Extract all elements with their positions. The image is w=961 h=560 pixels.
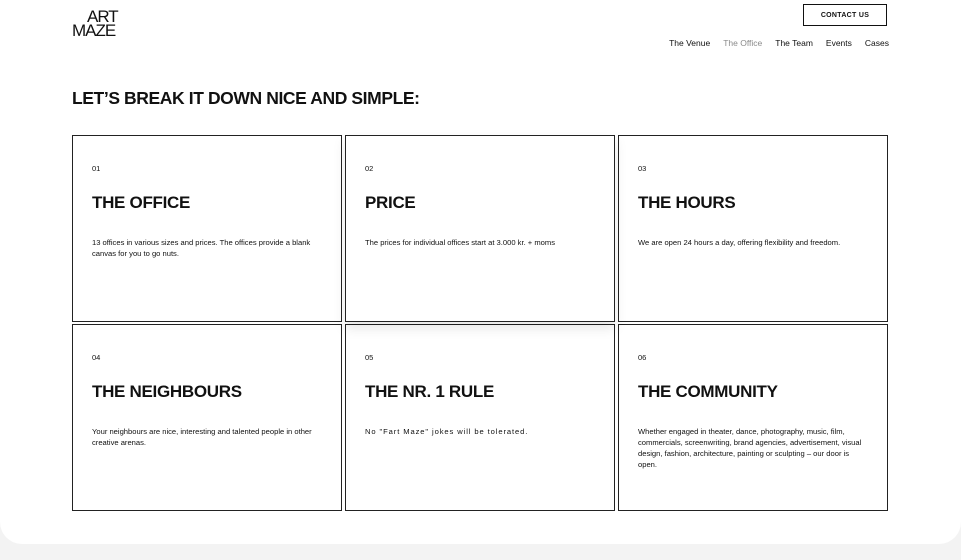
card-number: 01 [92,164,101,173]
card-text: We are open 24 hours a day, offering flexibility and freedom. [638,238,841,247]
card-number: 04 [92,353,101,362]
card-text: Whether engaged in theater, dance, photography, music, film, commercials, screenwriting, brand agencies, advertisement, visual design, fashion, architecture, painting or sculpting – our door is open. [638,427,862,469]
card-number: 06 [638,353,647,362]
card-title: THE OFFICE [92,193,191,212]
card-title: PRICE [365,193,416,212]
card-title: THE NEIGHBOURS [92,382,242,401]
card-text: The prices for individual offices start at 3.000 kr. + moms [365,238,555,247]
main-nav [656,37,889,49]
logo-line-art: ART [87,7,118,26]
art-maze-logo[interactable] [72,7,122,40]
contact-us-button[interactable]: CONTACT US [803,4,887,26]
info-card-neighbours [72,324,342,511]
info-card-rule [345,324,615,511]
info-card-hours [618,135,888,322]
card-title: THE NR. 1 RULE [365,382,494,401]
nav-item-the-office[interactable]: The Office [723,38,763,48]
info-card-office [72,135,342,322]
nav-item-the-venue[interactable]: The Venue [669,38,711,48]
card-title: THE COMMUNITY [638,382,778,401]
card-text: Your neighbours are nice, interesting and talented people in other creative arenas. [92,427,312,447]
card-number: 05 [365,353,374,362]
info-card-price [345,135,615,322]
logo-line-maze: MAZE [72,21,116,40]
card-text: 13 offices in various sizes and prices. The offices provide a blank canvas for you to go nuts. [92,238,311,258]
card-title: THE HOURS [638,193,736,212]
info-card-grid [72,135,888,511]
nav-item-the-team[interactable]: The Team [775,38,813,48]
info-card-community [618,324,888,511]
card-text: No "Fart Maze" jokes will be tolerated. [365,427,529,436]
nav-item-events[interactable]: Events [825,38,852,48]
card-number: 03 [638,164,647,173]
page-headline: LET’S BREAK IT DOWN NICE AND SIMPLE: [72,88,420,108]
nav-item-cases[interactable]: Cases [864,38,889,48]
card-number: 02 [365,164,374,173]
